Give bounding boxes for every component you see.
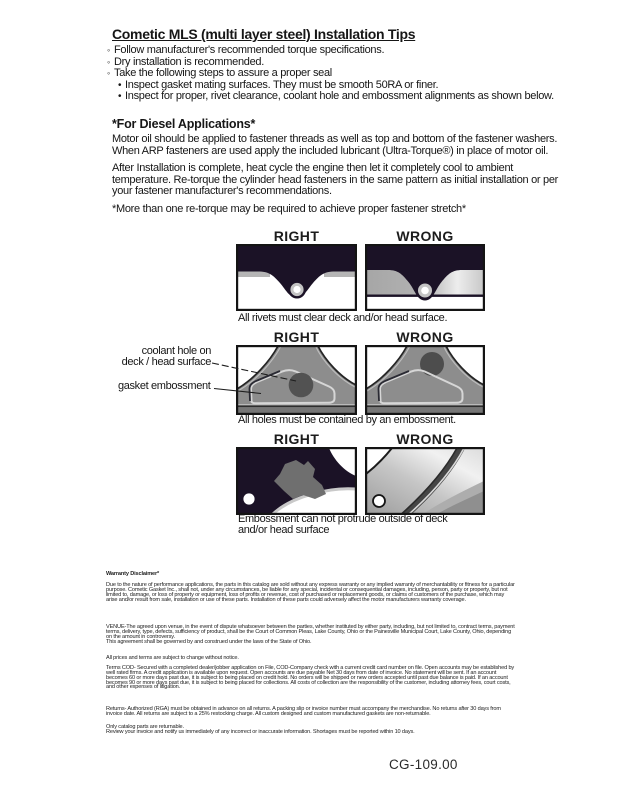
callout-text: deck / head surface — [121, 355, 211, 368]
coolant-hole-callout-label — [105, 346, 211, 368]
circle-bullet-icon: ◦ — [107, 56, 110, 67]
caption-text: and/or head surface — [238, 524, 330, 536]
warranty-venue-paragraph — [106, 625, 516, 644]
diagram-wrong-column — [365, 229, 485, 311]
warranty-text: Only catalog parts are returnable. — [106, 724, 184, 730]
diesel-paragraph-1: Motor oil should be applied to fastener threads as well as top and bottom of the fastener washers. When ARP fasteners are used apply the included lubricant (Ultra-Torque®) in place of motor oil. — [112, 133, 558, 157]
bullet-text: Take the following steps to assure a proper seal — [114, 67, 332, 79]
right-label: RIGHT — [273, 228, 320, 244]
gasket-embossment-callout-label: gasket embossment — [118, 380, 211, 392]
wrong-label: WRONG — [396, 329, 454, 345]
warranty-returns-paragraph: Returns- Authorized (RGA) must be obtained in advance on all returns. A packing slip or invoice number must accompany the merchandise. No returns after 30 days from invoice date. All returns are subject to a 25% restocking charge. All custom designed and custom manufactured gaskets are non-returnable. — [106, 706, 501, 717]
diesel-paragraph-2: After Installation is complete, heat cycle the engine then let it completely cool to ambient temperature. Re-torque the cylinder head fasteners in the same pattern as initial installation or per your fastener manufacturer's recommendations. — [112, 162, 559, 198]
diagram-wrong-column — [365, 432, 485, 515]
warranty-text: VENUE-The agreed upon venue, in the event of dispute whatsoever between the parties, whether instituted by either party, including, but not limited to, contract terms, payment terms, delivery, type, defects, sufficiency of product, shall be the Court of Common Pleas, Lake County, Ohio or the Painesville Municipal Court, Lake County, Ohio, depending on the amount in controversy. — [106, 624, 515, 640]
right-label: RIGHT — [273, 329, 320, 345]
hole-right-graphic — [236, 345, 357, 415]
hole-caption: All holes must be contained by an embossment. — [238, 414, 456, 426]
diagram-wrong-column — [365, 330, 485, 415]
page-code: CG-109.00 — [389, 757, 458, 772]
bullet-text: Inspect for proper, rivet clearance, coolant hole and embossment alignments as shown below. — [125, 90, 554, 102]
right-label: RIGHT — [273, 431, 320, 447]
diagram-row-rivets — [236, 229, 485, 311]
diagram-right-column — [236, 432, 357, 515]
diagram-row-protrusion — [236, 432, 485, 515]
bullet-text: Inspect gasket mating surfaces. They must be smooth 50RA or finer. — [125, 78, 439, 91]
diagram-right-column — [236, 330, 357, 415]
wrong-label: WRONG — [396, 431, 454, 447]
page-title: Cometic MLS (multi layer steel) Installation Tips — [112, 26, 416, 42]
bullet-item — [107, 68, 577, 80]
diagram-right-column — [236, 229, 357, 311]
caption-text: Embossment can not protrude outside of deck — [238, 513, 448, 525]
bullet-item — [107, 45, 577, 57]
diagram-row-holes — [236, 330, 485, 415]
bullet-text: Dry installation is recommended. — [114, 55, 264, 68]
circle-bullet-icon: ◦ — [107, 68, 110, 78]
circle-bullet-icon: ◦ — [107, 45, 110, 55]
rivet-wrong-graphic — [365, 244, 485, 311]
warranty-text: Review your invoice and notify us immediately of any incorrect or inaccurate information. Shortages must be reported within 10 days. — [106, 728, 415, 735]
rivet-right-graphic — [236, 244, 357, 311]
dot-bullet-icon: • — [118, 91, 122, 102]
warranty-heading: Warranty Disclaimer* — [106, 571, 160, 577]
wrong-label: WRONG — [396, 228, 454, 244]
dot-bullet-icon: • — [118, 79, 122, 91]
sub-bullet-item — [107, 91, 577, 103]
rivet-caption: All rivets must clear deck and/or head surface. — [238, 312, 448, 324]
bullet-text: Follow manufacturer's recommended torque specifications. — [114, 44, 385, 56]
protrusion-wrong-graphic — [365, 447, 485, 515]
diesel-section-heading: *For Diesel Applications* — [112, 117, 256, 131]
warranty-prices-line: All prices and terms are subject to change without notice. — [106, 655, 239, 661]
intro-bullet-list — [107, 45, 577, 103]
hole-wrong-graphic — [365, 345, 485, 415]
warranty-returnable-paragraph — [106, 725, 516, 735]
warranty-terms-paragraph: Terms COD- Secured with a completed dealer/jobber application on File, COD-Company check with a current credit card number on file. Open accounts may be established by well rated firms. A credit application is available upon request. Open accounts are due payable Net 30 days from date of invoice. No statement will be sent. If an account becomes 60 or more days past due, it is subject to being placed on credit hold. No orders will be shipped or new orders accepted until past due balance is paid. If an account becomes 90 or more days past due, it is subject to being placed for collections. All costs of collection are the responsibility of the customer, including attorney fees, court costs, and other expenses of litigation. — [106, 665, 515, 691]
diesel-paragraph-3: *More than one re-torque may be required to achieve proper fastener stretch* — [112, 203, 466, 215]
warranty-text: This agreement shall be governed by and construed under the laws of the State of Ohio. — [106, 638, 312, 645]
callout-text: coolant hole on — [141, 345, 211, 357]
protrusion-caption — [238, 514, 447, 536]
warranty-paragraph: Due to the nature of performance applications, the parts in this catalog are sold without any express warranty or any implied warranty of merchantability or fitness for a particular purpose. Cometic Gasket Inc., shall not, under any circumstances, be liable for any special, incidental or consequential damages, including, person, party or property, but not limited to, damage, or loss of property or equipment, loss of profits or revenue, cost of purchased or replacement goods, or claims of customers of the purchase, which may arise and/or result from sale, installation or use of these parts. Installation of these parts could adversely affect the motor manufacturers warranty coverage. — [106, 582, 515, 603]
protrusion-right-graphic — [236, 447, 357, 515]
